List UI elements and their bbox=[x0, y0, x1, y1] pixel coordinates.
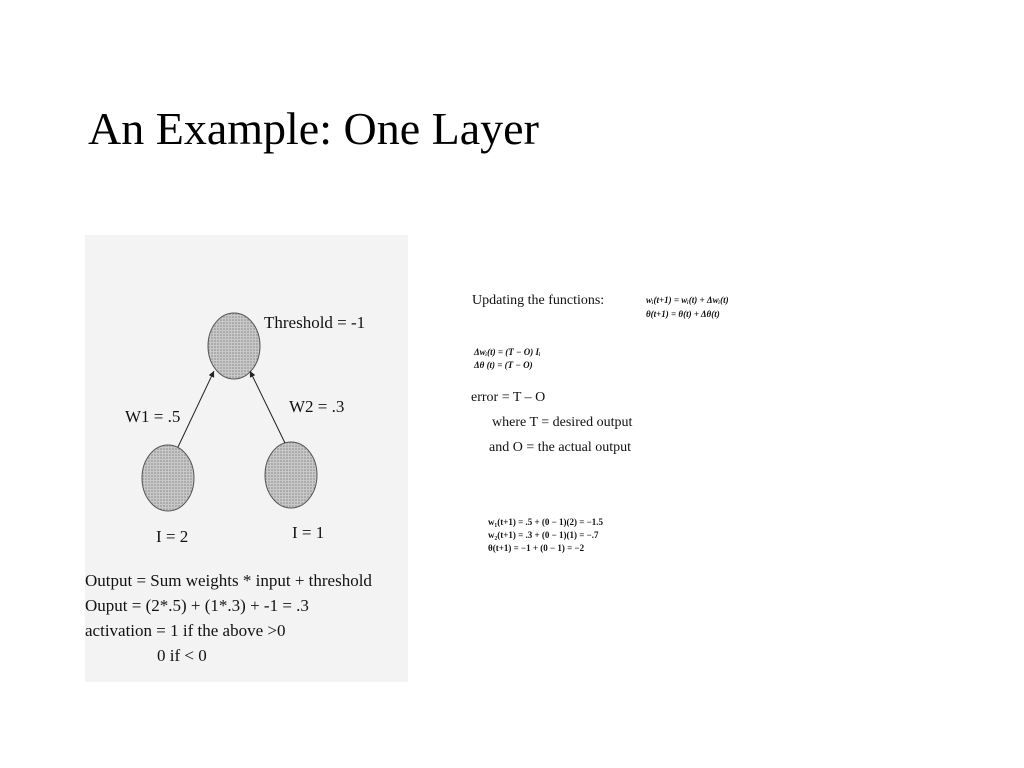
w1-label: W1 = .5 bbox=[125, 407, 181, 426]
delta-weight-rule: Δwᵢ(t) = (T − O) Iᵢ bbox=[474, 347, 541, 357]
w2-label: W2 = .3 bbox=[289, 397, 345, 416]
slide-title: An Example: One Layer bbox=[88, 103, 539, 154]
input-neuron-2 bbox=[265, 442, 317, 508]
input-neuron-1 bbox=[142, 445, 194, 511]
input2-label: I = 1 bbox=[292, 523, 325, 542]
w2-update-calc: w₂(t+1) = .3 + (0 − 1)(1) = −.7 bbox=[488, 530, 599, 540]
error-definition: error = T – O bbox=[471, 390, 546, 405]
output-calculation: Ouput = (2*.5) + (1*.3) + -1 = .3 bbox=[85, 596, 309, 615]
weight-update-rule: wᵢ(t+1) = wᵢ(t) + Δwᵢ(t) bbox=[646, 295, 729, 305]
threshold-update-rule: θ(t+1) = θ(t) + Δθ(t) bbox=[646, 309, 720, 319]
w1-update-calc: w₁(t+1) = .5 + (0 − 1)(2) = −1.5 bbox=[488, 517, 603, 527]
weight-edge-1 bbox=[178, 371, 214, 447]
threshold-label: Threshold = -1 bbox=[264, 313, 366, 332]
input1-label: I = 2 bbox=[156, 527, 189, 546]
delta-threshold-rule: Δθ (t) = (T − O) bbox=[474, 360, 533, 370]
output-formula: Output = Sum weights * input + threshold bbox=[85, 571, 372, 590]
theta-update-calc: θ(t+1) = −1 + (0 − 1) = −2 bbox=[488, 543, 585, 553]
scanned-network-figure bbox=[85, 235, 408, 682]
desired-output-note: where T = desired output bbox=[492, 415, 633, 430]
activation-rule-else: 0 if < 0 bbox=[157, 646, 207, 665]
weight-edge-2 bbox=[250, 371, 285, 443]
output-neuron bbox=[208, 313, 260, 379]
activation-rule: activation = 1 if the above >0 bbox=[85, 621, 286, 640]
updating-heading: Updating the functions: bbox=[472, 293, 605, 308]
update-rules-panel bbox=[470, 290, 790, 560]
actual-output-note: and O = the actual output bbox=[489, 440, 632, 455]
